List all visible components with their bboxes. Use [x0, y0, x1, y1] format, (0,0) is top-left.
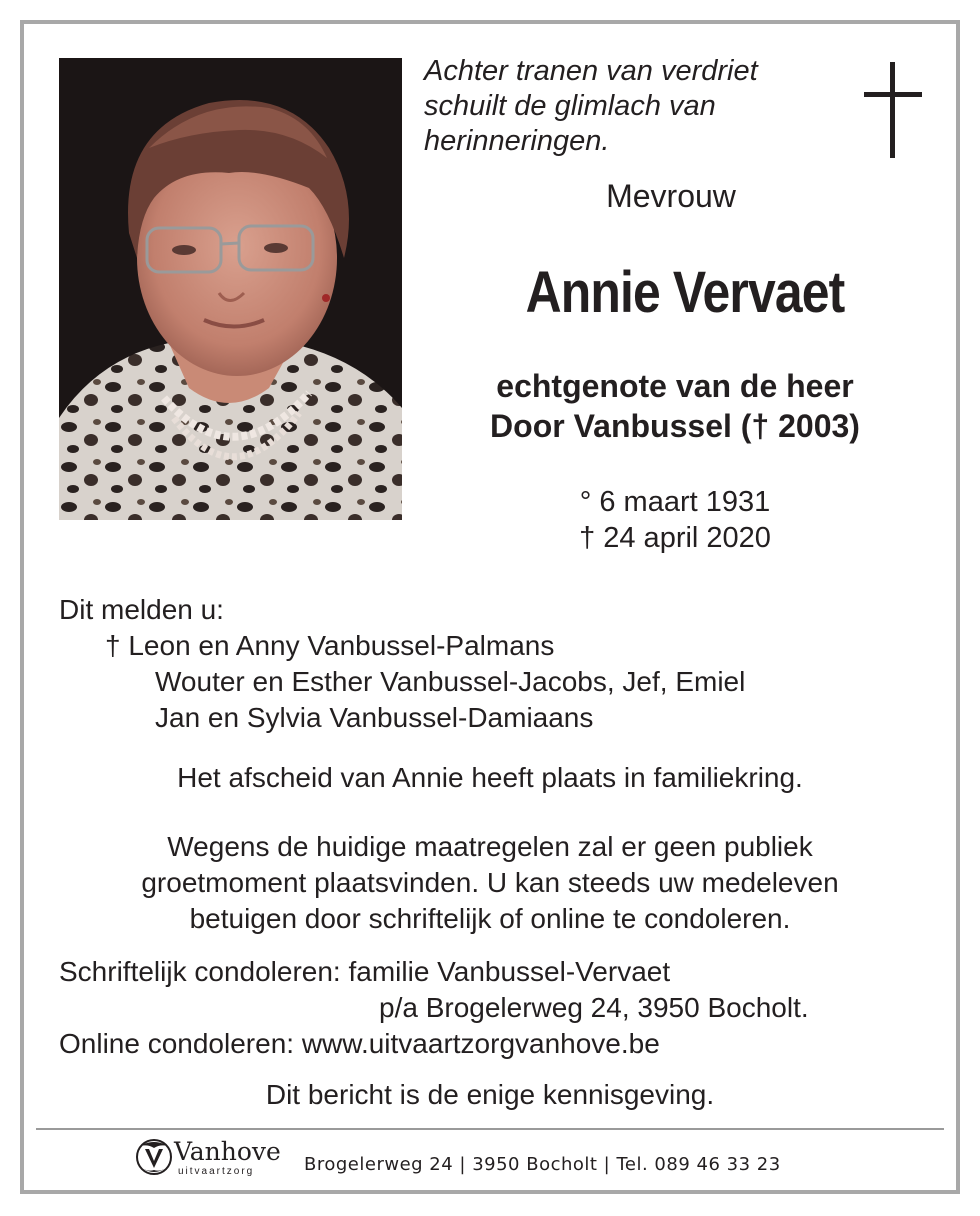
measures-line: groetmoment plaatsvinden. U kan steeds uw medeleven: [141, 867, 839, 898]
online-condolence-link[interactable]: Online condoleren: www.uitvaartzorgvanhove.be: [59, 1028, 660, 1059]
deceased-name: Annie Vervaet: [525, 260, 845, 325]
cross-icon: [864, 62, 922, 158]
announcement-intro: Dit melden u:: [59, 594, 224, 625]
funeral-home-address: Brogelerweg 24 | 3950 Bocholt | Tel. 089 46 33 23: [304, 1154, 781, 1175]
logo-subtitle: uitvaartzorg: [178, 1166, 255, 1177]
family-member: † Leon en Anny Vanbussel-Palmans: [105, 630, 555, 661]
measures-line: Wegens de huidige maatregelen zal er geen publiek: [167, 831, 813, 862]
measures-text: [40, 829, 940, 937]
quote-line: schuilt de glimlach van: [424, 90, 716, 122]
notice-line: Dit bericht is de enige kennisgeving.: [265, 1079, 715, 1110]
memorial-quote: [424, 54, 824, 159]
written-condolence: Schriftelijk condoleren: familie Vanbussel-Vervaet: [59, 956, 671, 987]
quote-line: herinneringen.: [424, 125, 610, 157]
birth-date: ° 6 maart 1931: [579, 486, 771, 518]
family-member: Jan en Sylvia Vanbussel-Damiaans: [155, 702, 594, 733]
funeral-home-logo: [134, 1136, 294, 1182]
notice-text: [40, 1077, 940, 1113]
spouse-line: Door Vanbussel († 2003): [490, 408, 860, 444]
quote-line: Achter tranen van verdriet: [424, 55, 758, 87]
vanhove-logo-icon: [134, 1136, 174, 1178]
honorific: Mevrouw: [606, 178, 736, 214]
family-member: Wouter en Esther Vanbussel-Jacobs, Jef, Emiel: [155, 666, 746, 697]
farewell-line: Het afscheid van Annie heeft plaats in familiekring.: [177, 762, 803, 793]
spouse-line: echtgenote van de heer: [496, 368, 854, 404]
spouse-info: [430, 366, 920, 446]
farewell-text: [40, 760, 940, 796]
measures-line: betuigen door schriftelijk of online te condoleren.: [189, 903, 791, 934]
family-announcement: [59, 592, 745, 736]
life-dates: [560, 484, 790, 556]
condolence-info: [59, 954, 809, 1062]
portrait-photo: [59, 58, 402, 520]
logo-name: Vanhove: [174, 1137, 281, 1166]
footer-divider: [36, 1128, 944, 1130]
written-address: p/a Brogelerweg 24, 3950 Bocholt.: [379, 992, 809, 1023]
death-date: † 24 april 2020: [579, 522, 771, 554]
